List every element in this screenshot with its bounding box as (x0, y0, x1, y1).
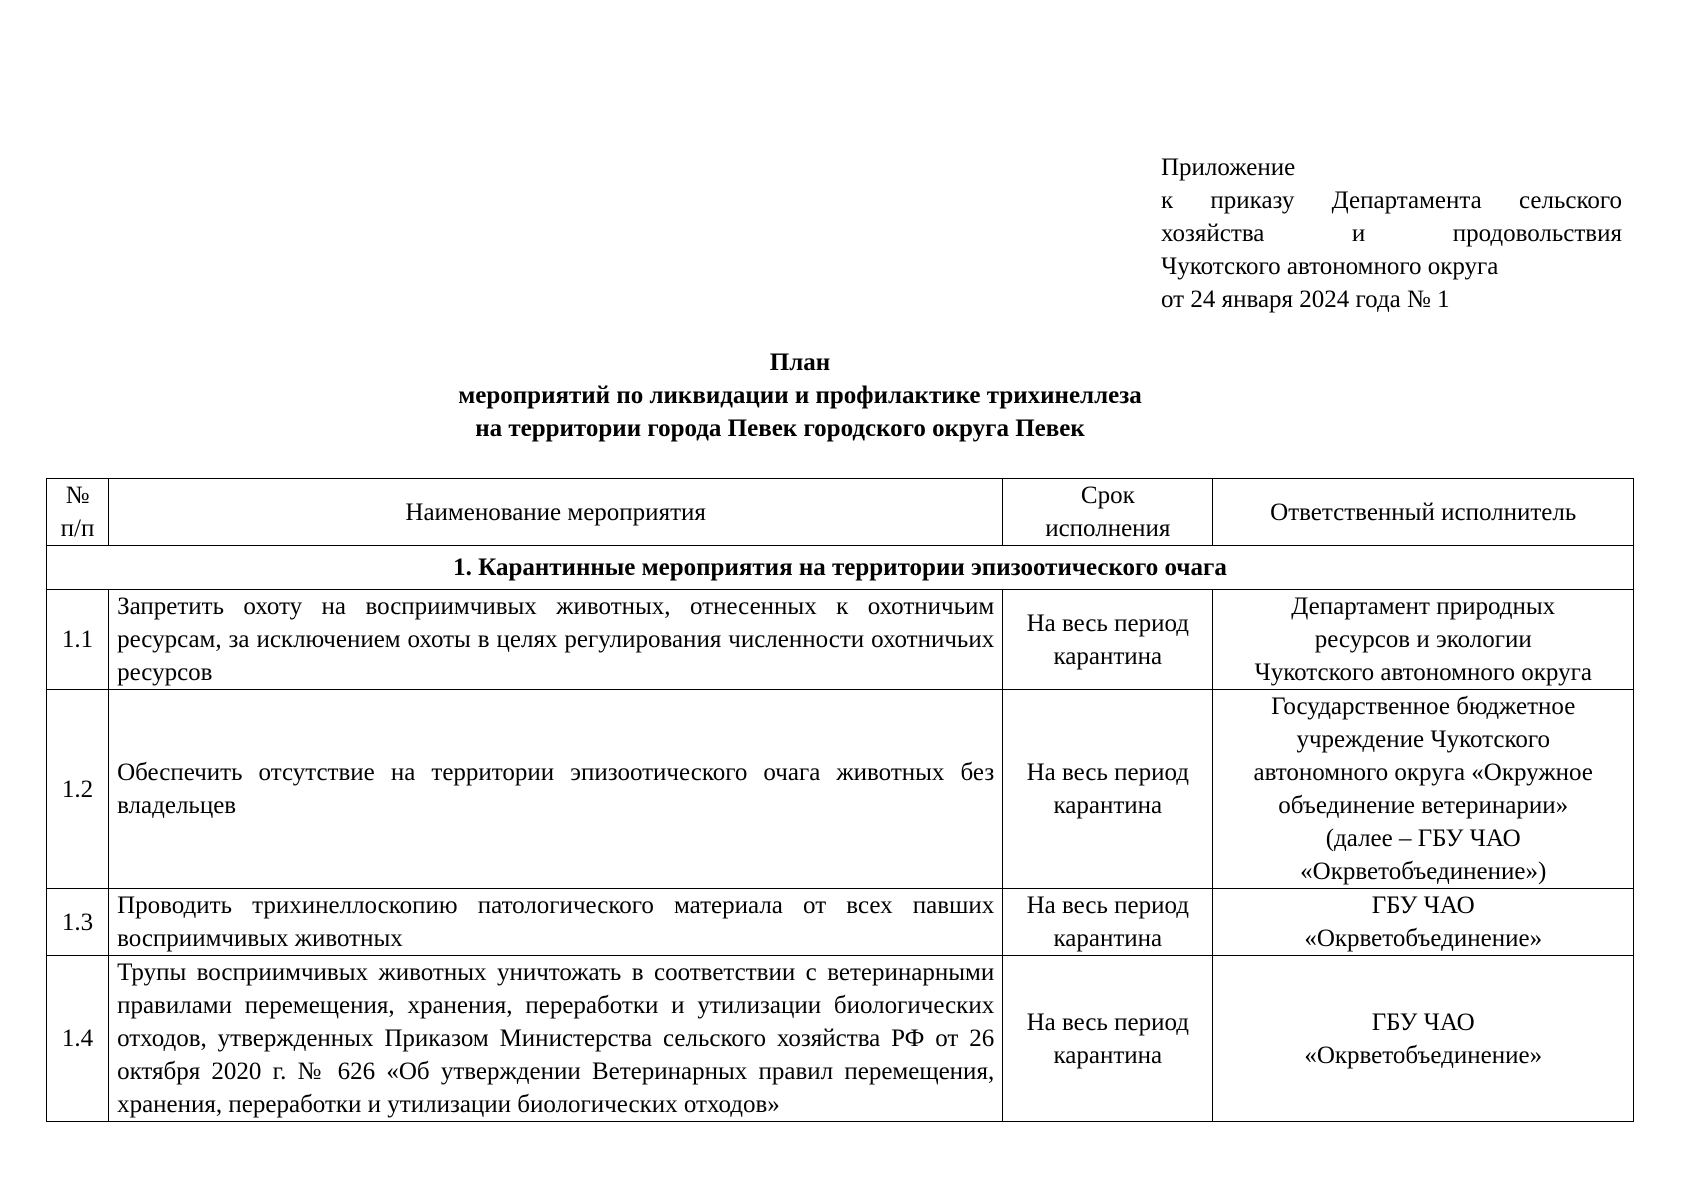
header-num-line-1: № (65, 482, 90, 509)
row-responsible (1213, 889, 1634, 956)
table-row (47, 690, 1634, 889)
plan-table (46, 478, 1634, 1122)
row-num: 1.4 (47, 956, 109, 1122)
table-header-row (47, 479, 1634, 546)
document-title (300, 346, 1300, 445)
row-num: 1.2 (47, 690, 109, 889)
table-row (47, 956, 1634, 1122)
row-responsible-line: ГБУ ЧАО (1371, 892, 1475, 919)
row-responsible-line: «Окрветобъединение» (1304, 1041, 1543, 1069)
row-responsible-line: ресурсов и экологии (1314, 626, 1532, 653)
row-responsible-line: объединение ветеринарии» (1278, 792, 1569, 819)
row-responsible-line: Государственное бюджетное (1271, 693, 1576, 720)
row-responsible-line: автономного округа «Окружное (1253, 759, 1593, 786)
header-term-line-1: Срок (1080, 482, 1135, 509)
section-row (47, 546, 1634, 590)
row-responsible (1213, 690, 1634, 889)
title-line-3: на территории города Певек городского округа Певек (475, 415, 1085, 442)
row-responsible-line: «Окрветобъединение» (1304, 925, 1543, 952)
row-term-line: На весь период (1026, 609, 1190, 637)
row-responsible (1213, 590, 1634, 690)
row-term-line: карантина (1053, 792, 1163, 819)
row-term-line: карантина (1053, 925, 1163, 952)
row-term-line: карантина (1053, 1041, 1163, 1069)
row-responsible (1213, 956, 1634, 1122)
row-num: 1.1 (47, 590, 109, 690)
row-term-line: На весь период (1026, 892, 1190, 919)
appendix-line-3: хозяйства и продовольствия (1161, 220, 1622, 247)
row-activity: Запретить охоту на восприимчивых животных, отнесенных к охотничьим ресурсам, за исключением охоты в целях регулирования численности охотничьих ресурсов (109, 590, 1003, 690)
row-responsible-line: Чукотского автономного округа (1254, 659, 1592, 686)
row-term-line: карантина (1053, 642, 1163, 670)
row-responsible-line: Департамент природных (1291, 593, 1556, 620)
appendix-line-2: к приказу Департамента сельского (1161, 187, 1622, 214)
row-activity: Проводить трихинеллоскопию патологического материала от всех павших восприимчивых животных (109, 889, 1003, 956)
row-responsible-line: учреждение Чукотского (1296, 726, 1550, 753)
title-line-1: План (769, 349, 831, 376)
header-name: Наименование мероприятия (109, 479, 1003, 546)
header-term-line-2: исполнения (1045, 515, 1171, 542)
row-term-line: На весь период (1026, 1008, 1190, 1036)
appendix-line-1: Приложение (1161, 154, 1296, 181)
header-num-line-2: п/п (60, 515, 95, 542)
section-title: 1. Карантинные мероприятия на территории эпизоотического очага (47, 546, 1634, 590)
row-responsible-line: ГБУ ЧАО (1371, 1008, 1475, 1036)
appendix-block (1161, 151, 1622, 316)
title-line-2: мероприятий по ликвидации и профилактике трихинеллеза (458, 382, 1142, 409)
row-term (1003, 889, 1213, 956)
appendix-line-4: Чукотского автономного округа (1161, 253, 1499, 280)
appendix-line-5: от 24 января 2024 года № 1 (1161, 286, 1450, 313)
row-responsible-line: «Окрветобъединение») (1300, 858, 1547, 885)
row-term (1003, 590, 1213, 690)
header-term (1003, 479, 1213, 546)
row-term (1003, 690, 1213, 889)
header-num (47, 479, 109, 546)
row-activity: Обеспечить отсутствие на территории эпизоотического очага животных без владельцев (109, 690, 1003, 889)
table-row (47, 590, 1634, 690)
row-responsible-line: (далее – ГБУ ЧАО (1325, 825, 1521, 852)
header-responsible: Ответственный исполнитель (1213, 479, 1634, 546)
row-activity: Трупы восприимчивых животных уничтожать в соответствии с ветеринарными правилами перемещения, хранения, переработки и утилизации биологических отходов, утвержденных Приказом Министерства сельского хозяйства РФ от 26 октября 2020 г. № 626 «Об утверждении Ветеринарных правил перемещения, хранения, переработки и утилизации биологических отходов» (109, 956, 1003, 1122)
row-term-line: На весь период (1026, 759, 1190, 786)
row-term (1003, 956, 1213, 1122)
table-row (47, 889, 1634, 956)
row-num: 1.3 (47, 889, 109, 956)
